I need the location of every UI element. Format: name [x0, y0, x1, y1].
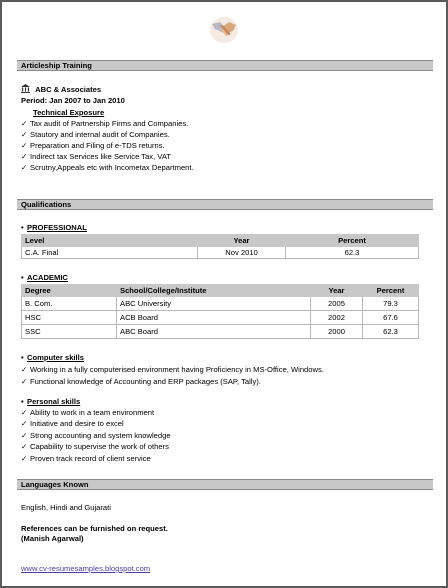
- signature-name: (Manish Agarwal): [21, 534, 84, 543]
- list-item: ✓ Scrutny,Appeals etc with Incometax Department.: [21, 163, 194, 172]
- handshake-icon: [209, 12, 239, 46]
- table-cell: ABC University: [117, 297, 311, 311]
- table-header-cell: Level: [22, 235, 198, 247]
- checkmark-icon: ✓: [21, 377, 28, 386]
- table-cell: C.A. Final: [22, 247, 198, 259]
- list-item: ✓ Ability to work in a team environment: [21, 408, 155, 417]
- languages-text: English, Hindi and Gujarati: [21, 503, 111, 512]
- articleship-period: Period: Jan 2007 to Jan 2010: [21, 96, 125, 105]
- firm-name: ABC & Associates: [35, 85, 102, 94]
- table-header-cell: Degree: [22, 285, 117, 297]
- checkmark-icon: ✓: [21, 152, 28, 161]
- list-item: ✓ Working in a fully computerised environment having Proficiency in MS-Office, Windows.: [21, 365, 324, 374]
- table-header-cell: Percent: [363, 285, 419, 297]
- list-item: ✓ Functional knowledge of Accounting and ERP packages (SAP, Tally).: [21, 377, 261, 386]
- section-heading: Articleship Training: [21, 61, 92, 70]
- table-cell: 2002: [311, 311, 363, 325]
- table-cell: 67.6: [363, 311, 419, 325]
- table-cell: 2005: [311, 297, 363, 311]
- professional-title: • PROFESSIONAL: [21, 223, 87, 232]
- checkmark-icon: ✓: [21, 163, 28, 172]
- checkmark-icon: ✓: [21, 442, 28, 451]
- firm-line: [21, 84, 101, 94]
- table-cell: 79.3: [363, 297, 419, 311]
- table-cell: HSC: [22, 311, 117, 325]
- table-header-cell: Year: [311, 285, 363, 297]
- technical-exposure-title: Technical Exposure: [33, 108, 105, 117]
- checkmark-icon: ✓: [21, 408, 28, 417]
- section-bar-languages: [17, 479, 433, 490]
- list-item: ✓ Preparation and Filing of e-TDS returns.: [21, 141, 165, 150]
- bullet-icon: •: [21, 397, 24, 406]
- bullet-icon: •: [21, 223, 24, 232]
- table-row: [22, 297, 419, 311]
- academic-table: [21, 284, 419, 339]
- checkmark-icon: ✓: [21, 431, 28, 440]
- checkmark-icon: ✓: [21, 130, 28, 139]
- footer-link[interactable]: www.cv-resumesamples.blogspot.com: [21, 564, 151, 573]
- section-heading: Languages Known: [21, 480, 89, 489]
- table-cell: ACB Board: [117, 311, 311, 325]
- bullet-icon: •: [21, 273, 24, 282]
- table-cell: Nov 2010: [198, 247, 286, 259]
- checkmark-icon: ✓: [21, 119, 28, 128]
- list-item: ✓ Indirect tax Services like Service Tax, VAT: [21, 152, 171, 161]
- list-item: ✓ Stautory and internal audit of Companies.: [21, 130, 170, 139]
- references-text: References can be furnished on request.: [21, 524, 168, 533]
- building-icon: [21, 84, 30, 93]
- section-bar-qualifications: [17, 199, 433, 210]
- academic-title: • ACADEMIC: [21, 273, 68, 282]
- table-header-row: [22, 235, 419, 247]
- table-cell: 62.3: [363, 325, 419, 339]
- bullet-icon: •: [21, 353, 24, 362]
- table-cell: SSC: [22, 325, 117, 339]
- table-row: [22, 311, 419, 325]
- checkmark-icon: ✓: [21, 365, 28, 374]
- list-item: ✓ Initiative and desire to excel: [21, 419, 124, 428]
- list-item: ✓ Proven track record of client service: [21, 454, 151, 463]
- personal-skills-title: • Personal skills: [21, 397, 81, 406]
- table-header-row: [22, 285, 419, 297]
- checkmark-icon: ✓: [21, 141, 28, 150]
- section-heading: Qualifications: [21, 200, 72, 209]
- table-row: [22, 247, 419, 259]
- list-item: ✓ Capability to supervise the work of others: [21, 442, 169, 451]
- computer-skills-title: • Computer skills: [21, 353, 84, 362]
- checkmark-icon: ✓: [21, 419, 28, 428]
- table-cell: 2000: [311, 325, 363, 339]
- list-item: ✓ Tax audit of Partnership Firms and Companies.: [21, 119, 189, 128]
- table-cell: 62.3: [286, 247, 419, 259]
- list-item: ✓ Strong accounting and system knowledge: [21, 431, 171, 440]
- page-border-left: [0, 0, 2, 588]
- professional-table: [21, 234, 419, 259]
- table-header-cell: Percent: [286, 235, 419, 247]
- page-border-top: [0, 0, 448, 2]
- table-header-cell: Year: [198, 235, 286, 247]
- table-header-cell: School/College/Institute: [117, 285, 311, 297]
- section-bar-articleship: [17, 60, 433, 71]
- checkmark-icon: ✓: [21, 454, 28, 463]
- table-row: [22, 325, 419, 339]
- table-cell: ABC Board: [117, 325, 311, 339]
- table-cell: B. Com.: [22, 297, 117, 311]
